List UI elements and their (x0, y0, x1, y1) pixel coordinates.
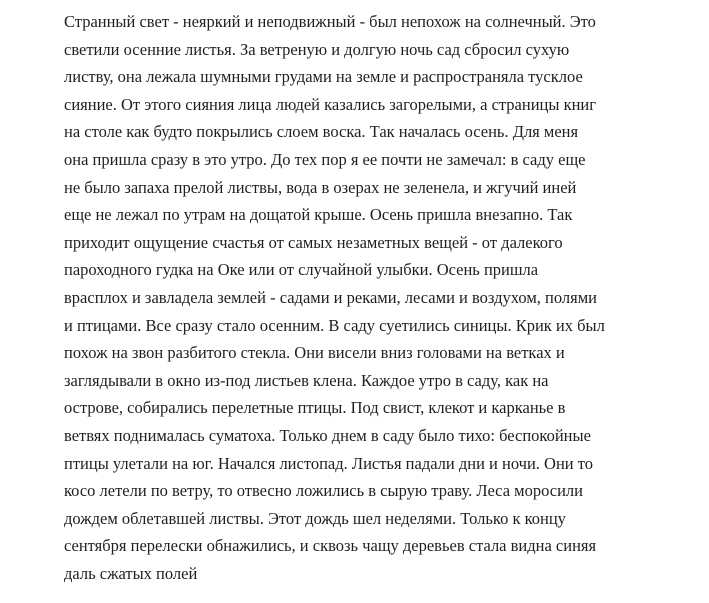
text-line: не было запаха прелой листвы, вода в озерах не зеленела, и жгучий иней (64, 177, 577, 197)
text-line: ветвях поднималась суматоха. Только днем в саду было тихо: беспокойные (64, 425, 591, 445)
text-line: на столе как будто покрылись слоем воска. Так началась осень. Для меня (64, 122, 579, 142)
text-line: сияние. От этого сияния лица людей казались загорелыми, а страницы книг (64, 94, 597, 114)
text-line: и птицами. Все сразу стало осенним. В саду суетились синицы. Крик их был (64, 315, 605, 335)
text-line: Странный свет - неяркий и неподвижный - был непохож на солнечный. Это (64, 12, 596, 31)
text-line: острове, собирались перелетные птицы. Под свист, клекот и карканье в (64, 398, 566, 418)
text-line: косо летели по ветру, то отвесно ложились в сырую траву. Леса моросили (64, 481, 583, 501)
text-line: светили осенние листья. За ветреную и долгую ночь сад сбросил сухую (64, 39, 570, 59)
text-line: она пришла сразу в это утро. До тех пор я ее почти не замечал: в саду еще (64, 149, 586, 169)
text-line: еще не лежал по утрам на дощатой крыше. Осень пришла внезапно. Так (64, 205, 573, 225)
text-line: врасплох и завладела землей - садами и реками, лесами и воздухом, полями (64, 287, 597, 307)
text-line: пароходного гудка на Оке или от случайной улыбки. Осень пришла (64, 260, 539, 280)
text-line: птицы улетали на юг. Начался листопад. Листья падали дни и ночи. Они то (64, 453, 593, 473)
text-line: даль сжатых полей (64, 563, 198, 583)
text-block (64, 8, 684, 587)
text-line: листву, она лежала шумными грудами на земле и распространяла тусклое (64, 67, 583, 87)
text-line: сентября перелески обнажились, и сквозь чащу деревьев стала видна синяя (64, 536, 597, 556)
text-line: дождем облетавшей листвы. Этот дождь шел неделями. Только к концу (64, 508, 566, 528)
text-line: приходит ощущение счастья от самых незаметных вещей - от далекого (64, 232, 563, 252)
text-line: похож на звон разбитого стекла. Они висели вниз головами на ветках и (64, 343, 565, 363)
text-line: заглядывали в окно из-под листьев клена. Каждое утро в саду, как на (64, 370, 549, 390)
